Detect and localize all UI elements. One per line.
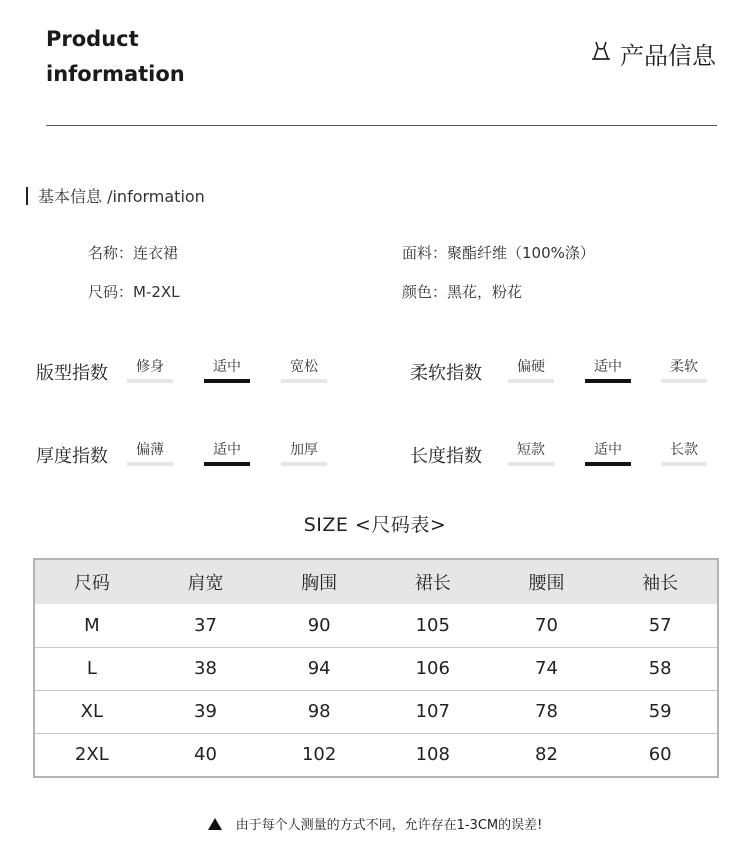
- index-softness-option-2: 适中: [594, 359, 622, 375]
- cell-waist: 74: [535, 658, 558, 679]
- info-fabric: 面料：聚酯纤维（100%涤）: [402, 244, 595, 262]
- table-row: [35, 733, 717, 776]
- index-softness-line-1: [508, 379, 554, 383]
- cell-shoulder: 38: [194, 658, 217, 679]
- table-row: [35, 690, 717, 733]
- index-length-option-1: 短款: [517, 442, 545, 458]
- cell-sleeve: 59: [648, 701, 672, 722]
- header-sleeve: 袖长: [642, 573, 679, 594]
- cell-size: 2XL: [74, 744, 109, 766]
- index-fit-line-1: [127, 379, 173, 383]
- header-waist: 腰围: [528, 573, 565, 594]
- cell-size: L: [86, 658, 97, 679]
- cell-waist: 70: [535, 614, 558, 636]
- cell-size: XL: [80, 701, 103, 722]
- cell-bust: 94: [307, 658, 331, 679]
- size-table: [33, 558, 719, 778]
- cell-skirt-length: 108: [415, 744, 450, 766]
- cell-bust: 98: [307, 701, 331, 722]
- cell-size: M: [84, 614, 100, 636]
- size-table-header-row: [35, 560, 717, 604]
- index-fit-option-1: 修身: [136, 359, 164, 375]
- header-size: 尺码: [73, 573, 110, 594]
- title-cn-text: 产品信息: [620, 42, 716, 70]
- index-length-line-3: [661, 462, 707, 466]
- table-row: [35, 604, 717, 647]
- index-thickness-line-1: [127, 462, 173, 466]
- index-length-line-2-selected: [585, 462, 631, 466]
- info-color: 颜色：黑花，粉花: [402, 283, 523, 301]
- section-title-text: 基本信息 /information: [38, 187, 205, 206]
- index-fit-option-2: 适中: [213, 359, 241, 375]
- index-length-line-1: [508, 462, 554, 466]
- cell-shoulder: 37: [194, 614, 217, 636]
- index-label-length: 长度指数: [410, 446, 482, 467]
- cell-shoulder: 39: [194, 701, 217, 722]
- measurement-note: [0, 814, 750, 833]
- section-title: [26, 184, 205, 207]
- table-row: [35, 647, 717, 690]
- title-en-line2: information: [46, 62, 185, 86]
- cell-bust: 102: [301, 744, 337, 766]
- index-softness-line-2-selected: [585, 379, 631, 383]
- cell-waist: 78: [535, 701, 558, 722]
- info-name: 名称：连衣裙: [88, 244, 179, 262]
- cell-skirt-length: 106: [415, 658, 450, 679]
- index-thickness-line-3: [281, 462, 327, 466]
- title-en-line1: Product: [46, 27, 139, 51]
- index-thickness-option-2: 适中: [213, 442, 241, 458]
- index-label-softness: 柔软指数: [410, 363, 482, 384]
- cell-waist: 82: [535, 744, 558, 766]
- cell-skirt-length: 105: [415, 614, 450, 636]
- header-shoulder: 肩宽: [187, 573, 224, 594]
- index-thickness-line-2-selected: [204, 462, 250, 466]
- cell-sleeve: 58: [648, 658, 672, 679]
- section-bar: [26, 187, 28, 205]
- index-softness-option-1: 偏硬: [517, 359, 545, 375]
- index-length-option-3: 长款: [670, 442, 698, 458]
- index-thickness-option-3: 加厚: [290, 442, 318, 458]
- index-fit-line-2-selected: [204, 379, 250, 383]
- header-skirt-length: 裙长: [414, 573, 451, 594]
- index-label-thickness: 厚度指数: [36, 446, 108, 467]
- page-title-en: [46, 22, 185, 92]
- dress-icon: [590, 40, 612, 68]
- cell-bust: 90: [307, 614, 331, 636]
- index-thickness-option-1: 偏薄: [136, 442, 164, 458]
- header-bust: 胸围: [301, 573, 338, 594]
- cell-shoulder: 40: [194, 744, 217, 766]
- cell-skirt-length: 107: [415, 701, 450, 722]
- header-divider: [46, 125, 717, 126]
- index-softness-line-3: [661, 379, 707, 383]
- index-fit-option-3: 宽松: [290, 359, 318, 375]
- page-title-cn: [590, 36, 716, 71]
- measurement-note-text: 由于每个人测量的方式不同，允许存在1-3CM的误差!: [235, 818, 543, 833]
- index-softness-option-3: 柔软: [670, 359, 698, 375]
- cell-sleeve: 60: [648, 744, 672, 766]
- index-length-option-2: 适中: [594, 442, 622, 458]
- cell-sleeve: 57: [648, 614, 672, 636]
- size-table-title: SIZE <尺码表>: [303, 514, 447, 536]
- index-label-fit: 版型指数: [36, 363, 108, 384]
- info-size: 尺码：M-2XL: [88, 283, 180, 301]
- index-fit-line-3: [281, 379, 327, 383]
- warning-triangle-icon: [208, 818, 222, 830]
